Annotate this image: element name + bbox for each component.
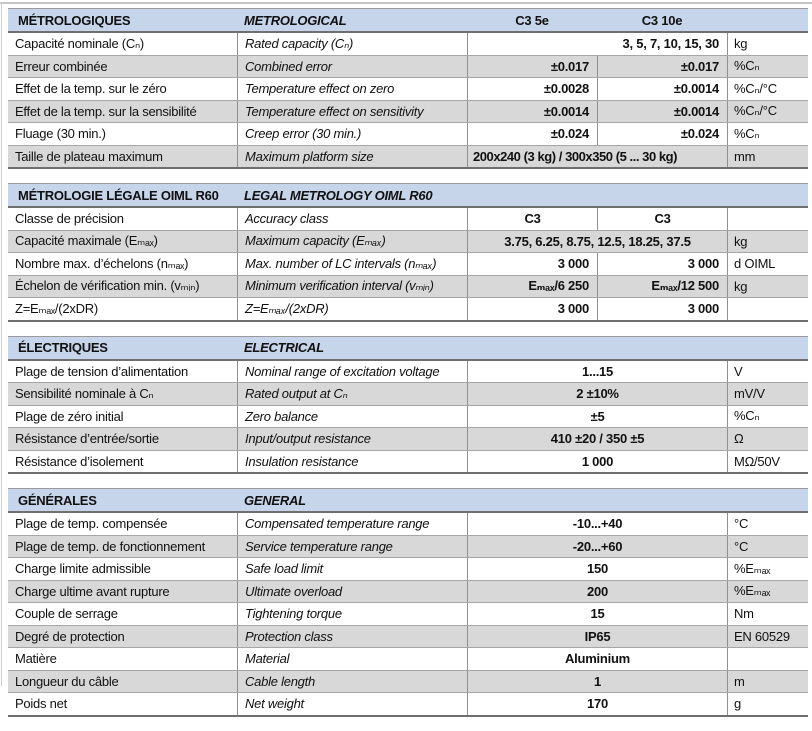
value-c3-10e: ±0.024 — [597, 123, 727, 145]
header-spacer — [597, 184, 727, 206]
value-c3-10e: ±0.0014 — [597, 78, 727, 100]
spec-row — [8, 55, 808, 78]
unit-cell: %Cₙ — [727, 123, 808, 145]
value-merged: IP65 — [467, 626, 727, 648]
specification-table — [8, 8, 808, 731]
section-title-fr: MÉTROLOGIQUES — [18, 12, 131, 28]
label-en: Temperature effect on sensitivity — [237, 101, 467, 123]
label-en: Cable length — [237, 671, 467, 693]
value-merged: 3, 5, 7, 10, 15, 30 — [467, 33, 727, 55]
label-fr: Matière — [15, 651, 57, 667]
spec-row — [8, 297, 808, 320]
unit-cell: °C — [727, 536, 808, 558]
label-fr: Échelon de vérification min. (vₘᵢₙ) — [15, 278, 200, 294]
value-merged: ±5 — [467, 406, 727, 428]
spec-row — [8, 252, 808, 275]
unit-cell: mm — [727, 146, 808, 168]
header-spacer — [467, 184, 597, 206]
value-c3-5e: C3 — [467, 208, 597, 230]
section-title-fr: GÉNÉRALES — [18, 492, 97, 508]
value-c3-5e: 3 000 — [467, 298, 597, 320]
label-fr: Erreur combinée — [15, 58, 108, 74]
unit-cell — [727, 298, 808, 320]
spec-row — [8, 122, 808, 145]
spec-row — [8, 450, 808, 473]
label-fr: Effet de la temp. sur le zéro — [15, 81, 167, 97]
spec-row — [8, 100, 808, 123]
value-merged: 150 — [467, 558, 727, 580]
label-en: Z=Eₘₐₓ/(2xDR) — [237, 298, 467, 320]
label-en: Maximum capacity (Eₘₐₓ) — [237, 231, 467, 253]
label-en: Rated output at Cₙ — [237, 383, 467, 405]
spec-row — [8, 33, 808, 55]
unit-cell: Ω — [727, 428, 808, 450]
header-spacer — [597, 489, 727, 511]
label-fr: Poids net — [15, 696, 67, 712]
value-c3-5e: ±0.0014 — [467, 101, 597, 123]
value-merged: 410 ±20 / 350 ±5 — [467, 428, 727, 450]
spec-row — [8, 692, 808, 715]
value-merged: 200x240 (3 kg) / 300x350 (5 ... 30 kg) — [467, 146, 727, 168]
header-unit-spacer — [727, 489, 808, 511]
label-fr: Sensibilité nominale à Cₙ — [15, 385, 154, 401]
unit-cell — [727, 208, 808, 230]
label-fr: Effet de la temp. sur la sensibilité — [15, 103, 197, 119]
model-header-c3-10e: C3 10e — [641, 12, 683, 28]
unit-cell: %Eₘₐₓ — [727, 581, 808, 603]
value-c3-10e: ±0.017 — [597, 56, 727, 78]
label-en: Rated capacity (Cₙ) — [237, 33, 467, 55]
spec-row — [8, 208, 808, 230]
header-spacer — [597, 337, 727, 359]
value-c3-5e: Eₘₐₓ/6 250 — [467, 276, 597, 298]
unit-cell: kg — [727, 276, 808, 298]
section-title-fr: ÉLECTRIQUES — [18, 340, 108, 355]
value-c3-5e: ±0.0028 — [467, 78, 597, 100]
section-title-en: ELECTRICAL — [244, 340, 324, 355]
label-fr: Taille de plateau maximum — [15, 148, 163, 164]
label-en: Net weight — [237, 693, 467, 715]
unit-cell: kg — [727, 231, 808, 253]
unit-cell: m — [727, 671, 808, 693]
spec-row — [8, 145, 808, 168]
section-title-en: LEGAL METROLOGY OIML R60 — [244, 187, 433, 203]
label-fr: Capacité nominale (Cₙ) — [15, 35, 145, 51]
section-4 — [8, 488, 808, 717]
label-fr: Plage de zéro initial — [15, 408, 124, 424]
page-left-divider — [1, 2, 2, 686]
label-en: Minimum verification interval (vₘᵢₙ) — [237, 276, 467, 298]
value-c3-5e: ±0.017 — [467, 56, 597, 78]
spec-row — [8, 230, 808, 253]
unit-cell: kg — [727, 33, 808, 55]
label-fr: Classe de précision — [15, 211, 124, 227]
unit-cell: V — [727, 361, 808, 383]
label-en: Temperature effect on zero — [237, 78, 467, 100]
header-unit-spacer — [727, 184, 808, 206]
label-en: Compensated temperature range — [237, 513, 467, 535]
label-fr: Capacité maximale (Eₘₐₓ) — [15, 233, 158, 249]
header-unit-spacer — [727, 9, 808, 31]
label-fr: Plage de temp. compensée — [15, 516, 168, 532]
value-c3-10e: 3 000 — [597, 298, 727, 320]
label-fr: Degré de protection — [15, 628, 125, 644]
spec-row — [8, 382, 808, 405]
value-c3-10e: C3 — [597, 208, 727, 230]
label-fr: Fluage (30 min.) — [15, 126, 106, 142]
label-en: Material — [237, 648, 467, 670]
value-merged: 1...15 — [467, 361, 727, 383]
value-merged: -10...+40 — [467, 513, 727, 535]
label-fr: Plage de tension d’alimentation — [15, 363, 188, 379]
value-merged: 1 — [467, 671, 727, 693]
spec-row — [8, 427, 808, 450]
spec-row — [8, 670, 808, 693]
value-merged: 170 — [467, 693, 727, 715]
spec-row — [8, 647, 808, 670]
spec-row — [8, 513, 808, 535]
section-title-en: GENERAL — [244, 492, 306, 508]
unit-cell — [727, 648, 808, 670]
label-fr: Résistance d’isolement — [15, 453, 144, 469]
label-en: Accuracy class — [237, 208, 467, 230]
spec-row — [8, 557, 808, 580]
section-title-fr: MÉTROLOGIE LÉGALE OIML R60 — [18, 187, 219, 203]
spec-row — [8, 77, 808, 100]
value-merged: 2 ±10% — [467, 383, 727, 405]
section-3 — [8, 336, 808, 475]
model-header-c3-5e: C3 5e — [515, 12, 549, 28]
spec-row — [8, 580, 808, 603]
unit-cell: g — [727, 693, 808, 715]
unit-cell: Nm — [727, 603, 808, 625]
value-merged: 3.75, 6.25, 8.75, 12.5, 18.25, 37.5 — [467, 231, 727, 253]
label-en: Service temperature range — [237, 536, 467, 558]
header-unit-spacer — [727, 337, 808, 359]
value-merged: Aluminium — [467, 648, 727, 670]
value-merged: 200 — [467, 581, 727, 603]
unit-cell: %Cₙ — [727, 56, 808, 78]
label-en: Zero balance — [237, 406, 467, 428]
unit-cell: %Eₘₐₓ — [727, 558, 808, 580]
label-en: Protection class — [237, 626, 467, 648]
header-spacer — [467, 337, 597, 359]
label-en: Combined error — [237, 56, 467, 78]
unit-cell: %Cₙ/°C — [727, 101, 808, 123]
spec-row — [8, 275, 808, 298]
spec-row — [8, 535, 808, 558]
value-c3-5e: ±0.024 — [467, 123, 597, 145]
value-merged: 15 — [467, 603, 727, 625]
label-en: Input/output resistance — [237, 428, 467, 450]
spec-row — [8, 602, 808, 625]
section-title-en: METROLOGICAL — [244, 12, 347, 28]
label-fr: Charge ultime avant rupture — [15, 583, 170, 599]
value-merged: 1 000 — [467, 451, 727, 473]
page-top-divider — [0, 2, 812, 4]
label-en: Creep error (30 min.) — [237, 123, 467, 145]
header-spacer — [467, 489, 597, 511]
unit-cell: %Cₙ — [727, 406, 808, 428]
section-header — [8, 488, 808, 513]
label-fr: Résistance d’entrée/sortie — [15, 431, 159, 447]
section-1 — [8, 8, 808, 169]
unit-cell: %Cₙ/°C — [727, 78, 808, 100]
unit-cell: d OIML — [727, 253, 808, 275]
label-en: Maximum platform size — [237, 146, 467, 168]
value-merged: -20...+60 — [467, 536, 727, 558]
label-en: Max. number of LC intervals (nₘₐₓ) — [237, 253, 467, 275]
unit-cell: EN 60529 — [727, 626, 808, 648]
label-en: Nominal range of excitation voltage — [237, 361, 467, 383]
unit-cell: mV/V — [727, 383, 808, 405]
spec-row — [8, 625, 808, 648]
label-en: Ultimate overload — [237, 581, 467, 603]
label-en: Safe load limit — [237, 558, 467, 580]
section-header — [8, 336, 808, 361]
value-c3-10e: Eₘₐₓ/12 500 — [597, 276, 727, 298]
section-header — [8, 8, 808, 33]
label-fr: Charge limite admissible — [15, 561, 151, 577]
unit-cell: MΩ/50V — [727, 451, 808, 473]
unit-cell: °C — [727, 513, 808, 535]
label-fr: Nombre max. d’échelons (nₘₐₓ) — [15, 255, 189, 271]
label-en: Tightening torque — [237, 603, 467, 625]
section-2 — [8, 183, 808, 322]
value-c3-5e: 3 000 — [467, 253, 597, 275]
spec-row — [8, 361, 808, 383]
label-fr: Longueur du câble — [15, 673, 119, 689]
label-fr: Couple de serrage — [15, 606, 118, 622]
label-fr: Plage de temp. de fonctionnement — [15, 538, 206, 554]
value-c3-10e: 3 000 — [597, 253, 727, 275]
label-en: Insulation resistance — [237, 451, 467, 473]
spec-row — [8, 405, 808, 428]
section-header — [8, 183, 808, 208]
label-fr: Z=Eₘₐₓ/(2xDR) — [15, 300, 98, 316]
value-c3-10e: ±0.0014 — [597, 101, 727, 123]
